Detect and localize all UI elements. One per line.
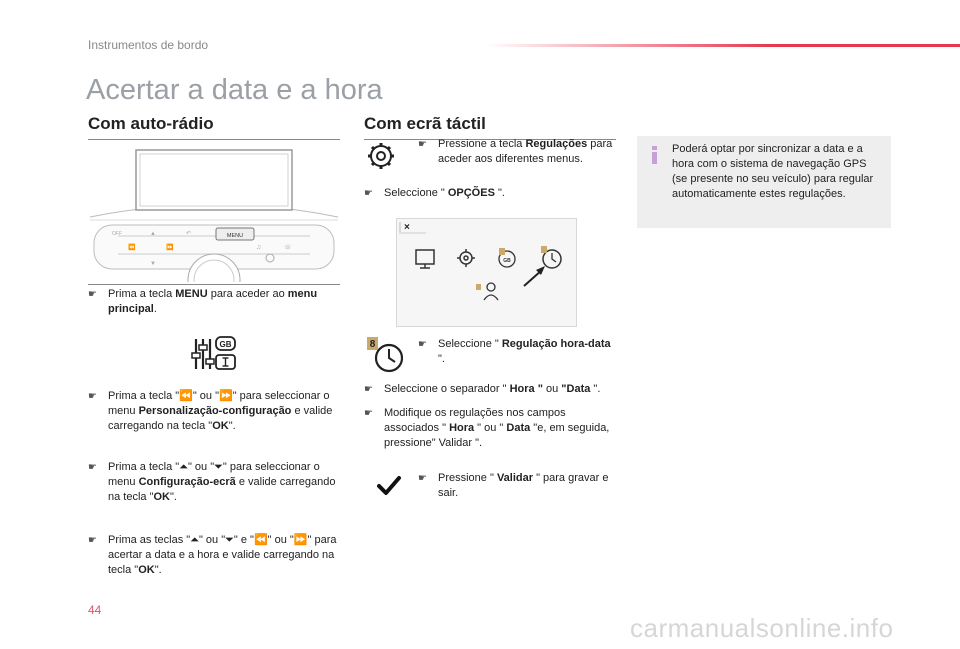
- header-section-title: Instrumentos de bordo: [88, 38, 209, 52]
- section-heading-touchscreen: Com ecrã táctil: [364, 114, 486, 133]
- clock-icon: [364, 336, 408, 376]
- pointer-icon: ☛: [88, 391, 97, 402]
- radio-menu-key-label: MENU: [226, 233, 244, 239]
- watermark: carmanualsonline.info: [630, 613, 894, 643]
- radio-bottom-divider: [88, 284, 340, 285]
- language-badge: GB: [219, 340, 232, 349]
- section-heading-radio: Com auto-rádio: [88, 114, 214, 133]
- pointer-icon: ☛: [418, 473, 427, 484]
- screen-language-badge: GB: [503, 258, 511, 264]
- mid-step-6: ☛ Pressione " Validar " para gravar e sair.: [418, 472, 609, 499]
- svg-text:↶: ↶: [186, 231, 192, 237]
- pointer-icon: ☛: [364, 188, 373, 199]
- info-text: Poderá optar por sincronizar a data e a hora com o sistema de navegação GPS (se presente no seu veículo) para regular automaticamente estes regulações.: [672, 143, 874, 200]
- svg-text:▲: ▲: [150, 231, 156, 237]
- svg-text:⏪: ⏪: [128, 245, 136, 251]
- mid-step-1: ☛ Pressione a tecla Regulações para aceder aos diferentes menus.: [418, 138, 613, 165]
- svg-text:×: ×: [404, 222, 410, 233]
- mid-step-4: ☛ Seleccione o separador " Hora " ou "Data ".: [364, 383, 601, 395]
- settings-gear-icon: [364, 139, 398, 173]
- left-step-4: ☛ Prima as teclas "⏶" ou "⏷" e "⏪" ou "⏩" para acertar a data e a hora e valide carregando na tecla "OK".: [88, 534, 337, 576]
- mid-step-2: ☛ Seleccione " OPÇÕES ".: [364, 187, 505, 199]
- info-icon: [651, 146, 658, 164]
- left-step-2: ☛ Prima a tecla "⏪" ou "⏩" para seleccionar o menu Personalização-configuração e valide carregando na tecla "OK".: [88, 390, 333, 432]
- pointer-icon: ☛: [88, 462, 97, 473]
- section-divider-radio: [88, 139, 340, 140]
- pointer-icon: ☛: [364, 408, 373, 419]
- page-title: Acertar a data e a hora: [86, 74, 383, 106]
- pointer-icon: ☛: [88, 535, 97, 546]
- clock-badge-number: 8: [369, 339, 376, 350]
- pointer-icon: ☛: [418, 139, 427, 150]
- radio-illustration: [88, 142, 340, 282]
- mid-step-5: ☛ Modifique os regulações nos campos associados " Hora " ou " Data "e, em seguida, pressione" Validar ".: [364, 407, 610, 449]
- personalisation-icon: [190, 333, 240, 375]
- pointer-icon: ☛: [418, 339, 427, 350]
- svg-text:OFF: OFF: [112, 231, 122, 237]
- svg-text:▼: ▼: [150, 261, 156, 267]
- checkmark-icon: [374, 472, 404, 500]
- touchscreen-icons: [396, 218, 577, 327]
- svg-text:☏: ☏: [284, 245, 292, 251]
- left-step-3: ☛ Prima a tecla "⏶" ou "⏷" para seleccionar o menu Configuração-ecrã e valide carregando na tecla "OK".: [88, 461, 336, 503]
- svg-text:⏩: ⏩: [166, 245, 174, 251]
- mid-step-3: ☛ Seleccione " Regulação hora-data ".: [418, 338, 611, 365]
- svg-text:♫: ♫: [256, 244, 262, 251]
- page-number: 44: [88, 603, 102, 617]
- left-step-1: ☛ Prima a tecla MENU para aceder ao menu principal.: [88, 288, 318, 315]
- pointer-icon: ☛: [88, 289, 97, 300]
- header-accent-line: [485, 44, 960, 47]
- pointer-icon: ☛: [364, 384, 373, 395]
